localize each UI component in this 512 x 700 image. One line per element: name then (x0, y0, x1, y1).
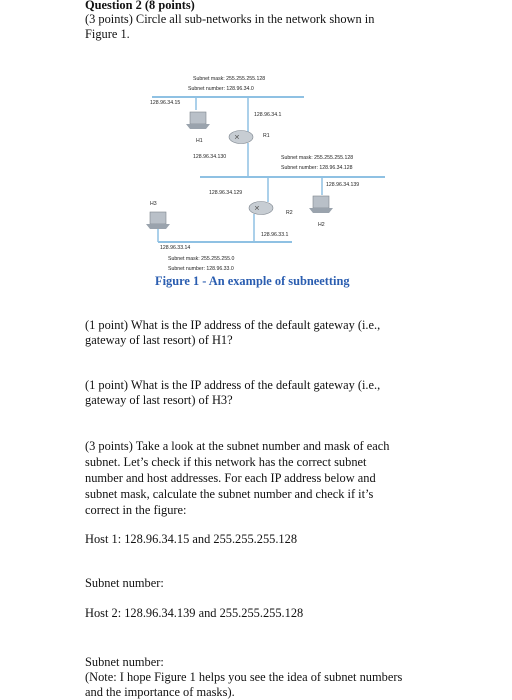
r1-label: R1 (263, 133, 270, 139)
h1-label: H1 (196, 138, 203, 144)
h1-address: 128.96.34.15 (150, 100, 181, 106)
r1-top-address: 128.96.34.1 (254, 112, 282, 118)
figure-caption: Figure 1 - An example of subneetting (155, 274, 350, 288)
r1-bottom-address: 128.96.34.130 (193, 154, 227, 160)
q3-line-1: (3 points) Take a look at the subnet number and mask of each (85, 439, 390, 453)
h1-host-icon (186, 112, 210, 129)
r2-top-address: 128.96.34.129 (209, 190, 243, 196)
h2-label: H2 (318, 222, 325, 228)
host1-line: Host 1: 128.96.34.15 and 255.255.255.128 (85, 532, 298, 546)
network-figure (0, 0, 512, 290)
h3-host-icon (146, 212, 170, 229)
r2-bottom-address: 128.96.33.1 (261, 232, 289, 238)
q3-line-5: correct in the figure: (85, 503, 187, 517)
question-title: Question 2 (8 points) (85, 0, 195, 12)
q1-line-1: (1 point) What is the IP address of the default gateway (i.e., (85, 318, 381, 332)
r1-router-icon (229, 131, 253, 144)
h3-label: H3 (150, 201, 157, 207)
q1-line-2: gateway of last resort) of H1? (85, 333, 233, 347)
h3-address: 128.96.33.14 (160, 245, 191, 251)
subnet-number-label-1: Subnet number: (85, 576, 164, 590)
top-subnet-mask: Subnet mask: 255.255.255.128 (193, 76, 266, 82)
bottom-subnet-mask: Subnet mask: 255.255.255.0 (168, 256, 235, 262)
r2-label: R2 (286, 210, 293, 216)
subnet-number-label-2: Subnet number: (85, 655, 164, 669)
mid-subnet-number: Subnet number: 128.96.34.128 (281, 165, 353, 171)
note-line-2: and the importance of masks). (85, 685, 235, 699)
r2-router-icon (249, 202, 273, 215)
q3-line-4: subnet mask, calculate the subnet number and check if it’s (85, 487, 374, 501)
svg-text:✕: ✕ (234, 133, 240, 142)
mid-subnet-mask: Subnet mask: 255.255.255.128 (281, 155, 354, 161)
q3-line-3: number and host addresses. For each IP address below and (85, 471, 376, 485)
host2-line: Host 2: 128.96.34.139 and 255.255.255.128 (85, 606, 304, 620)
bottom-subnet-number: Subnet number: 128.96.33.0 (168, 266, 234, 272)
svg-text:✕: ✕ (254, 204, 260, 213)
note-line-1: (Note: I hope Figure 1 helps you see the idea of subnet numbers (85, 670, 403, 684)
q2-line-2: gateway of last resort) of H3? (85, 393, 233, 407)
intro-line-1: (3 points) Circle all sub-networks in the network shown in (85, 12, 375, 26)
q2-line-1: (1 point) What is the IP address of the default gateway (i.e., (85, 378, 381, 392)
top-subnet-number: Subnet number: 128.96.34.0 (188, 86, 254, 92)
h2-address: 128.96.34.139 (326, 182, 360, 188)
q3-line-2: subnet. Let’s check if this network has the correct subnet (85, 455, 367, 469)
intro-line-2: Figure 1. (85, 27, 130, 41)
h2-host-icon (309, 196, 333, 213)
